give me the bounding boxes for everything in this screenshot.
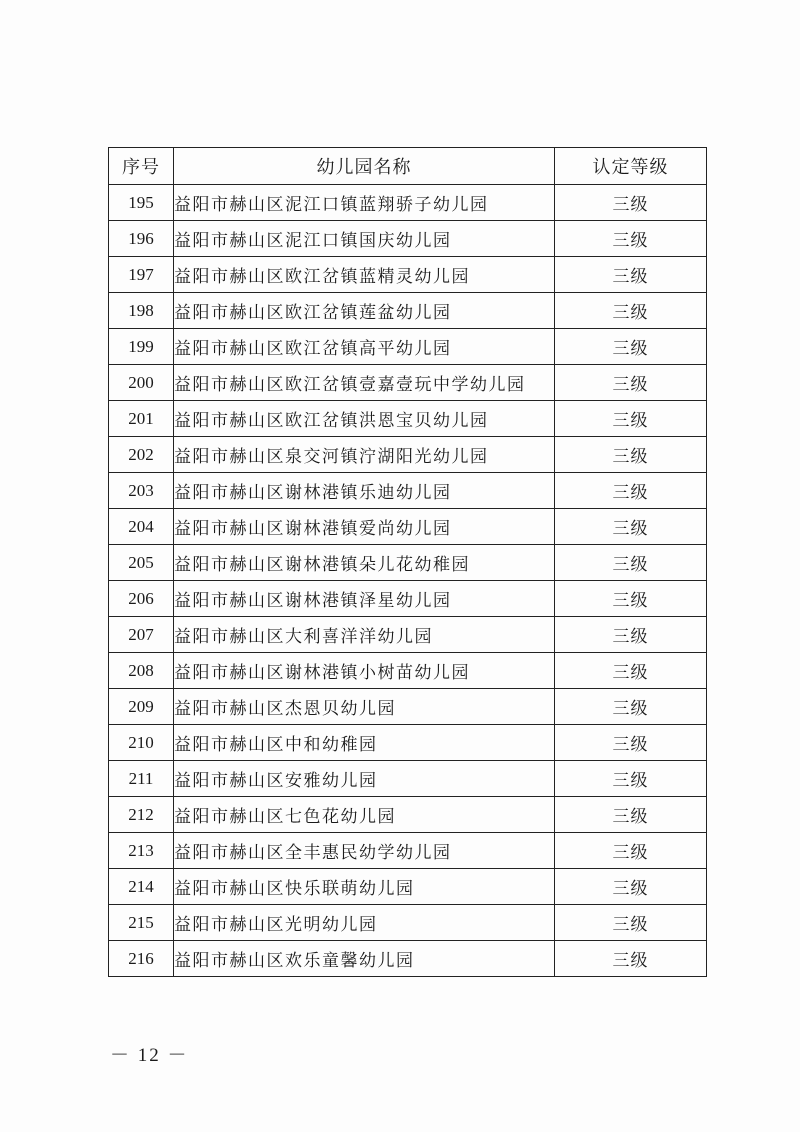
row-level: 三级 [555, 329, 707, 365]
kindergarten-table [108, 147, 707, 977]
row-kindergarten-name: 益阳市赫山区欧江岔镇高平幼儿园 [174, 329, 555, 365]
row-level: 三级 [555, 797, 707, 833]
table-row [109, 581, 707, 617]
row-level: 三级 [555, 581, 707, 617]
row-level: 三级 [555, 941, 707, 977]
row-kindergarten-name: 益阳市赫山区泥江口镇蓝翔骄子幼儿园 [174, 185, 555, 221]
row-level: 三级 [555, 437, 707, 473]
row-kindergarten-name: 益阳市赫山区杰恩贝幼儿园 [174, 689, 555, 725]
row-number: 208 [109, 653, 174, 689]
row-number: 215 [109, 905, 174, 941]
table-row [109, 221, 707, 257]
row-kindergarten-name: 益阳市赫山区中和幼稚园 [174, 725, 555, 761]
table-row [109, 437, 707, 473]
row-number: 205 [109, 545, 174, 581]
row-number: 210 [109, 725, 174, 761]
row-level: 三级 [555, 221, 707, 257]
row-level: 三级 [555, 509, 707, 545]
row-level: 三级 [555, 869, 707, 905]
table-row [109, 365, 707, 401]
table-row [109, 257, 707, 293]
row-number: 212 [109, 797, 174, 833]
row-number: 204 [109, 509, 174, 545]
row-kindergarten-name: 益阳市赫山区谢林港镇爱尚幼儿园 [174, 509, 555, 545]
row-number: 203 [109, 473, 174, 509]
row-number: 213 [109, 833, 174, 869]
table-row [109, 617, 707, 653]
row-kindergarten-name: 益阳市赫山区欧江岔镇壹嘉壹玩中学幼儿园 [174, 365, 555, 401]
row-kindergarten-name: 益阳市赫山区欢乐童馨幼儿园 [174, 941, 555, 977]
row-number: 207 [109, 617, 174, 653]
row-number: 195 [109, 185, 174, 221]
row-level: 三级 [555, 365, 707, 401]
row-number: 200 [109, 365, 174, 401]
table-row [109, 689, 707, 725]
row-level: 三级 [555, 689, 707, 725]
row-kindergarten-name: 益阳市赫山区安雅幼儿园 [174, 761, 555, 797]
row-kindergarten-name: 益阳市赫山区全丰惠民幼学幼儿园 [174, 833, 555, 869]
row-number: 211 [109, 761, 174, 797]
row-number: 199 [109, 329, 174, 365]
page-number: － 12 － [110, 1045, 189, 1066]
header-level: 认定等级 [555, 148, 707, 185]
table-row [109, 725, 707, 761]
row-level: 三级 [555, 401, 707, 437]
table-row [109, 545, 707, 581]
row-kindergarten-name: 益阳市赫山区快乐联萌幼儿园 [174, 869, 555, 905]
table-row [109, 401, 707, 437]
row-kindergarten-name: 益阳市赫山区欧江岔镇蓝精灵幼儿园 [174, 257, 555, 293]
row-kindergarten-name: 益阳市赫山区谢林港镇小树苗幼儿园 [174, 653, 555, 689]
header-name: 幼儿园名称 [174, 148, 555, 185]
row-number: 202 [109, 437, 174, 473]
row-kindergarten-name: 益阳市赫山区泥江口镇国庆幼儿园 [174, 221, 555, 257]
table-row [109, 185, 707, 221]
table-row [109, 869, 707, 905]
row-number: 198 [109, 293, 174, 329]
table-row [109, 905, 707, 941]
row-level: 三级 [555, 185, 707, 221]
table-row [109, 761, 707, 797]
row-kindergarten-name: 益阳市赫山区谢林港镇乐迪幼儿园 [174, 473, 555, 509]
row-level: 三级 [555, 653, 707, 689]
table-header-row [109, 148, 707, 185]
table-body [109, 185, 707, 977]
row-level: 三级 [555, 761, 707, 797]
row-number: 216 [109, 941, 174, 977]
row-level: 三级 [555, 293, 707, 329]
row-kindergarten-name: 益阳市赫山区七色花幼儿园 [174, 797, 555, 833]
row-number: 206 [109, 581, 174, 617]
row-number: 196 [109, 221, 174, 257]
row-kindergarten-name: 益阳市赫山区欧江岔镇洪恩宝贝幼儿园 [174, 401, 555, 437]
table-row [109, 293, 707, 329]
row-kindergarten-name: 益阳市赫山区光明幼儿园 [174, 905, 555, 941]
row-level: 三级 [555, 725, 707, 761]
table-row [109, 833, 707, 869]
row-kindergarten-name: 益阳市赫山区泉交河镇泞湖阳光幼儿园 [174, 437, 555, 473]
row-number: 201 [109, 401, 174, 437]
row-kindergarten-name: 益阳市赫山区谢林港镇泽星幼儿园 [174, 581, 555, 617]
row-level: 三级 [555, 617, 707, 653]
table-row [109, 329, 707, 365]
table-row [109, 473, 707, 509]
table-row [109, 653, 707, 689]
row-number: 209 [109, 689, 174, 725]
header-number: 序号 [109, 148, 174, 185]
row-level: 三级 [555, 473, 707, 509]
table-row [109, 797, 707, 833]
row-kindergarten-name: 益阳市赫山区大利喜洋洋幼儿园 [174, 617, 555, 653]
row-level: 三级 [555, 545, 707, 581]
row-level: 三级 [555, 905, 707, 941]
row-number: 214 [109, 869, 174, 905]
row-level: 三级 [555, 833, 707, 869]
row-kindergarten-name: 益阳市赫山区欧江岔镇莲盆幼儿园 [174, 293, 555, 329]
row-kindergarten-name: 益阳市赫山区谢林港镇朵儿花幼稚园 [174, 545, 555, 581]
table-row [109, 509, 707, 545]
table-row [109, 941, 707, 977]
row-number: 197 [109, 257, 174, 293]
row-level: 三级 [555, 257, 707, 293]
